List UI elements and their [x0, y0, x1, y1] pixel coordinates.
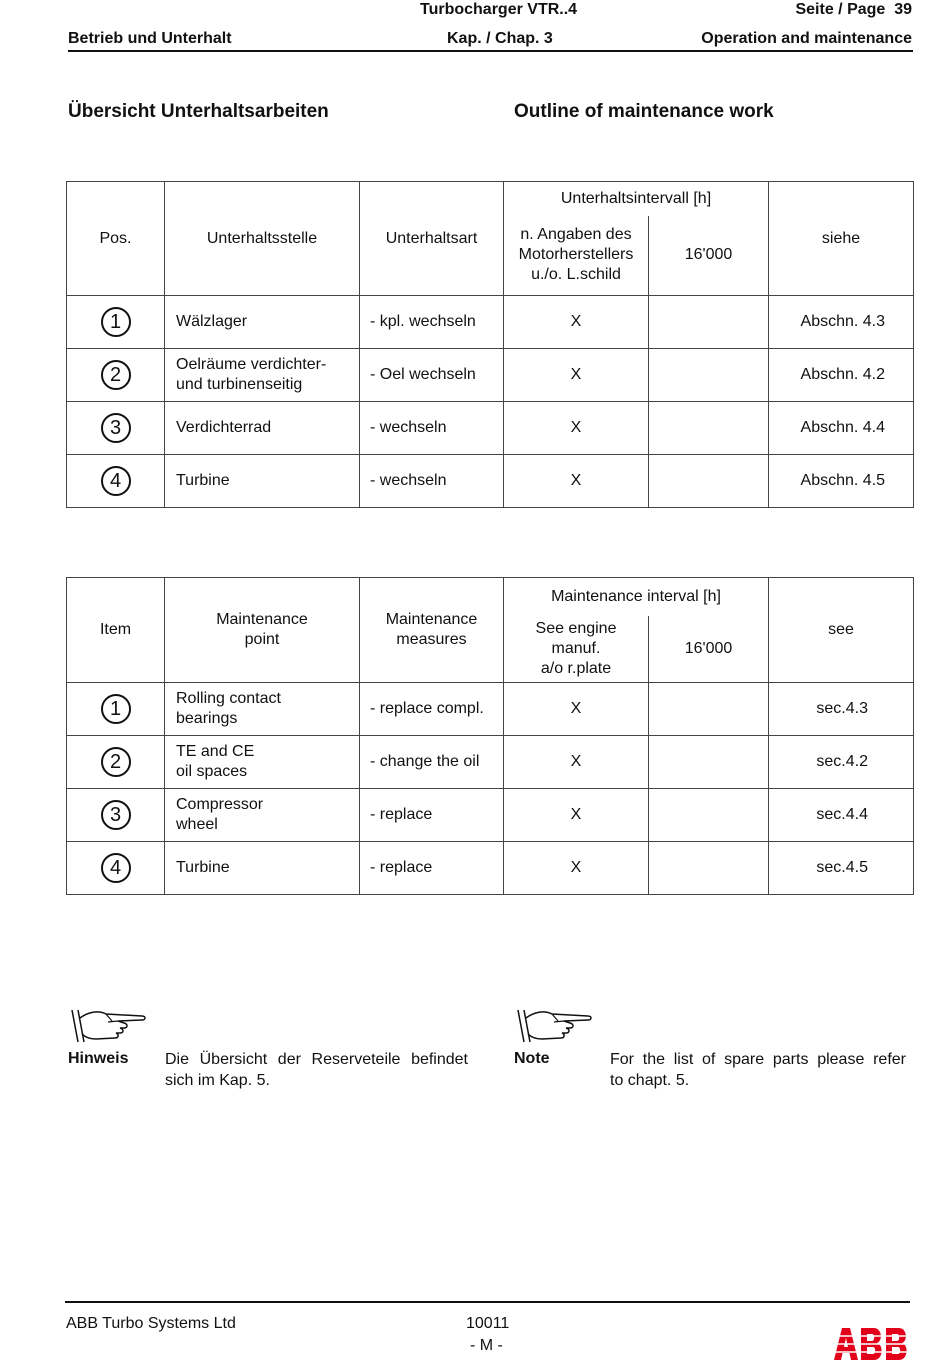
row-point-line-2: und turbinenseitig — [176, 376, 303, 393]
table-row — [67, 349, 914, 402]
header-measures — [360, 578, 504, 683]
header-ref: see — [769, 578, 914, 683]
header-page: Seite / Page 39 — [795, 1, 912, 18]
row-point: Turbine — [165, 455, 360, 508]
row-ref: sec.4.4 — [769, 789, 914, 842]
circled-number: 4 — [101, 466, 131, 496]
row-point — [165, 736, 360, 789]
row-point-line-1: TE and CE — [176, 743, 255, 760]
row-number — [67, 683, 165, 736]
header-point: Unterhaltsstelle — [165, 182, 360, 296]
row-point — [165, 349, 360, 402]
header-interval: Unterhaltsintervall [h] — [504, 182, 769, 216]
table-row — [67, 455, 914, 508]
footer-rule — [65, 1301, 910, 1303]
row-point: Turbine — [165, 842, 360, 895]
row-ref: sec.4.5 — [769, 842, 914, 895]
note-text-en-line-1: For the list of spare parts please refer — [610, 1051, 906, 1068]
circled-number: 1 — [101, 694, 131, 724]
row-empty — [649, 349, 769, 402]
row-empty — [649, 736, 769, 789]
header-point — [165, 578, 360, 683]
circled-number: 1 — [101, 307, 131, 337]
table-row — [67, 842, 914, 895]
row-ref: Abschn. 4.4 — [769, 402, 914, 455]
row-number — [67, 842, 165, 895]
row-measure: - wechseln — [360, 402, 504, 455]
note-text-en — [610, 1049, 906, 1091]
header-ref: siehe — [769, 182, 914, 296]
circled-number: 2 — [101, 747, 131, 777]
header-interval-engine-line-2: Motorherstellers — [518, 246, 634, 264]
table-row — [67, 296, 914, 349]
row-point-line-1: Rolling contact — [176, 690, 281, 707]
row-mark: X — [504, 789, 649, 842]
header-interval-engine — [504, 616, 649, 683]
row-number — [67, 736, 165, 789]
note-text-de-line-1: Die Übersicht der Reserveteile befindet — [165, 1051, 468, 1068]
row-mark: X — [504, 683, 649, 736]
row-empty — [649, 683, 769, 736]
table-row — [67, 683, 914, 736]
row-mark: X — [504, 349, 649, 402]
circled-number: 2 — [101, 360, 131, 390]
row-measure: - change the oil — [360, 736, 504, 789]
row-measure: - kpl. wechseln — [360, 296, 504, 349]
row-empty — [649, 296, 769, 349]
header-rule — [68, 50, 913, 52]
note-label-de: Hinweis — [68, 1050, 129, 1067]
row-mark: X — [504, 842, 649, 895]
pointing-hand-icon — [68, 1006, 148, 1046]
title-en: Outline of maintenance work — [514, 101, 774, 122]
maintenance-table-de — [66, 181, 914, 508]
note-text-de — [165, 1049, 468, 1091]
header-type: Unterhaltsart — [360, 182, 504, 296]
table-row — [67, 402, 914, 455]
header-measures-line-1: Maintenance — [385, 611, 478, 628]
abb-logo — [834, 1328, 910, 1360]
row-point: Verdichterrad — [165, 402, 360, 455]
row-mark: X — [504, 402, 649, 455]
header-interval-engine-line-2: manuf. — [551, 639, 601, 657]
row-number — [67, 296, 165, 349]
table-row — [67, 789, 914, 842]
row-measure: - Oel wechseln — [360, 349, 504, 402]
note-label-en: Note — [514, 1050, 550, 1067]
row-point-line-2: oil spaces — [176, 763, 248, 780]
row-measure: - replace — [360, 842, 504, 895]
row-point — [165, 683, 360, 736]
row-empty — [649, 842, 769, 895]
header-interval-hours: 16'000 — [649, 216, 769, 296]
header-interval: Maintenance interval [h] — [504, 578, 769, 616]
pointing-hand-icon — [514, 1006, 594, 1046]
row-mark: X — [504, 455, 649, 508]
header-section-en: Operation and maintenance — [701, 30, 912, 47]
row-ref: sec.4.3 — [769, 683, 914, 736]
header-interval-engine-line-1: n. Angaben des — [520, 226, 632, 244]
row-point: Wälzlager — [165, 296, 360, 349]
header-item: Item — [67, 578, 165, 683]
header-interval-engine-line-3: a/o r.plate — [540, 659, 612, 677]
row-empty — [649, 402, 769, 455]
row-ref: Abschn. 4.5 — [769, 455, 914, 508]
header-interval-engine — [504, 216, 649, 296]
header-point-line-1: Maintenance — [216, 611, 308, 628]
row-point-line-2: bearings — [176, 710, 238, 727]
header-product: Turbocharger VTR..4 — [420, 1, 578, 18]
row-number — [67, 349, 165, 402]
header-interval-engine-line-3: u./o. L.schild — [531, 266, 621, 284]
row-empty — [649, 455, 769, 508]
header-pos: Pos. — [67, 182, 165, 296]
table-row — [67, 736, 914, 789]
row-measure: - replace compl. — [360, 683, 504, 736]
header-measures-line-2: measures — [396, 631, 467, 648]
row-measure: - replace — [360, 789, 504, 842]
row-ref: Abschn. 4.3 — [769, 296, 914, 349]
row-ref: Abschn. 4.2 — [769, 349, 914, 402]
title-de: Übersicht Unterhaltsarbeiten — [68, 101, 329, 122]
row-mark: X — [504, 296, 649, 349]
circled-number: 3 — [101, 800, 131, 830]
maintenance-table-en — [66, 577, 914, 895]
row-ref: sec.4.2 — [769, 736, 914, 789]
row-point-line-1: Compressor — [176, 796, 264, 813]
header-chapter: Kap. / Chap. 3 — [447, 30, 553, 47]
circled-number: 3 — [101, 413, 131, 443]
row-number — [67, 789, 165, 842]
header-interval-hours: 16'000 — [649, 616, 769, 683]
row-empty — [649, 789, 769, 842]
footer-revision: - M - — [470, 1337, 503, 1354]
header-point-line-2: point — [244, 631, 280, 648]
note-text-en-line-2: to chapt. 5. — [610, 1072, 690, 1089]
row-point-line-1: Oelräume verdichter- — [176, 356, 327, 373]
footer-company: ABB Turbo Systems Ltd — [66, 1315, 236, 1332]
row-mark: X — [504, 736, 649, 789]
row-point — [165, 789, 360, 842]
row-number — [67, 455, 165, 508]
row-number — [67, 402, 165, 455]
footer-doc-number: 10011 — [466, 1315, 510, 1332]
circled-number: 4 — [101, 853, 131, 883]
row-point-line-2: wheel — [176, 816, 218, 833]
row-measure: - wechseln — [360, 455, 504, 508]
header-section-de: Betrieb und Unterhalt — [68, 30, 232, 47]
note-text-de-line-2: sich im Kap. 5. — [165, 1072, 270, 1089]
header-interval-engine-line-1: See engine — [535, 619, 617, 637]
